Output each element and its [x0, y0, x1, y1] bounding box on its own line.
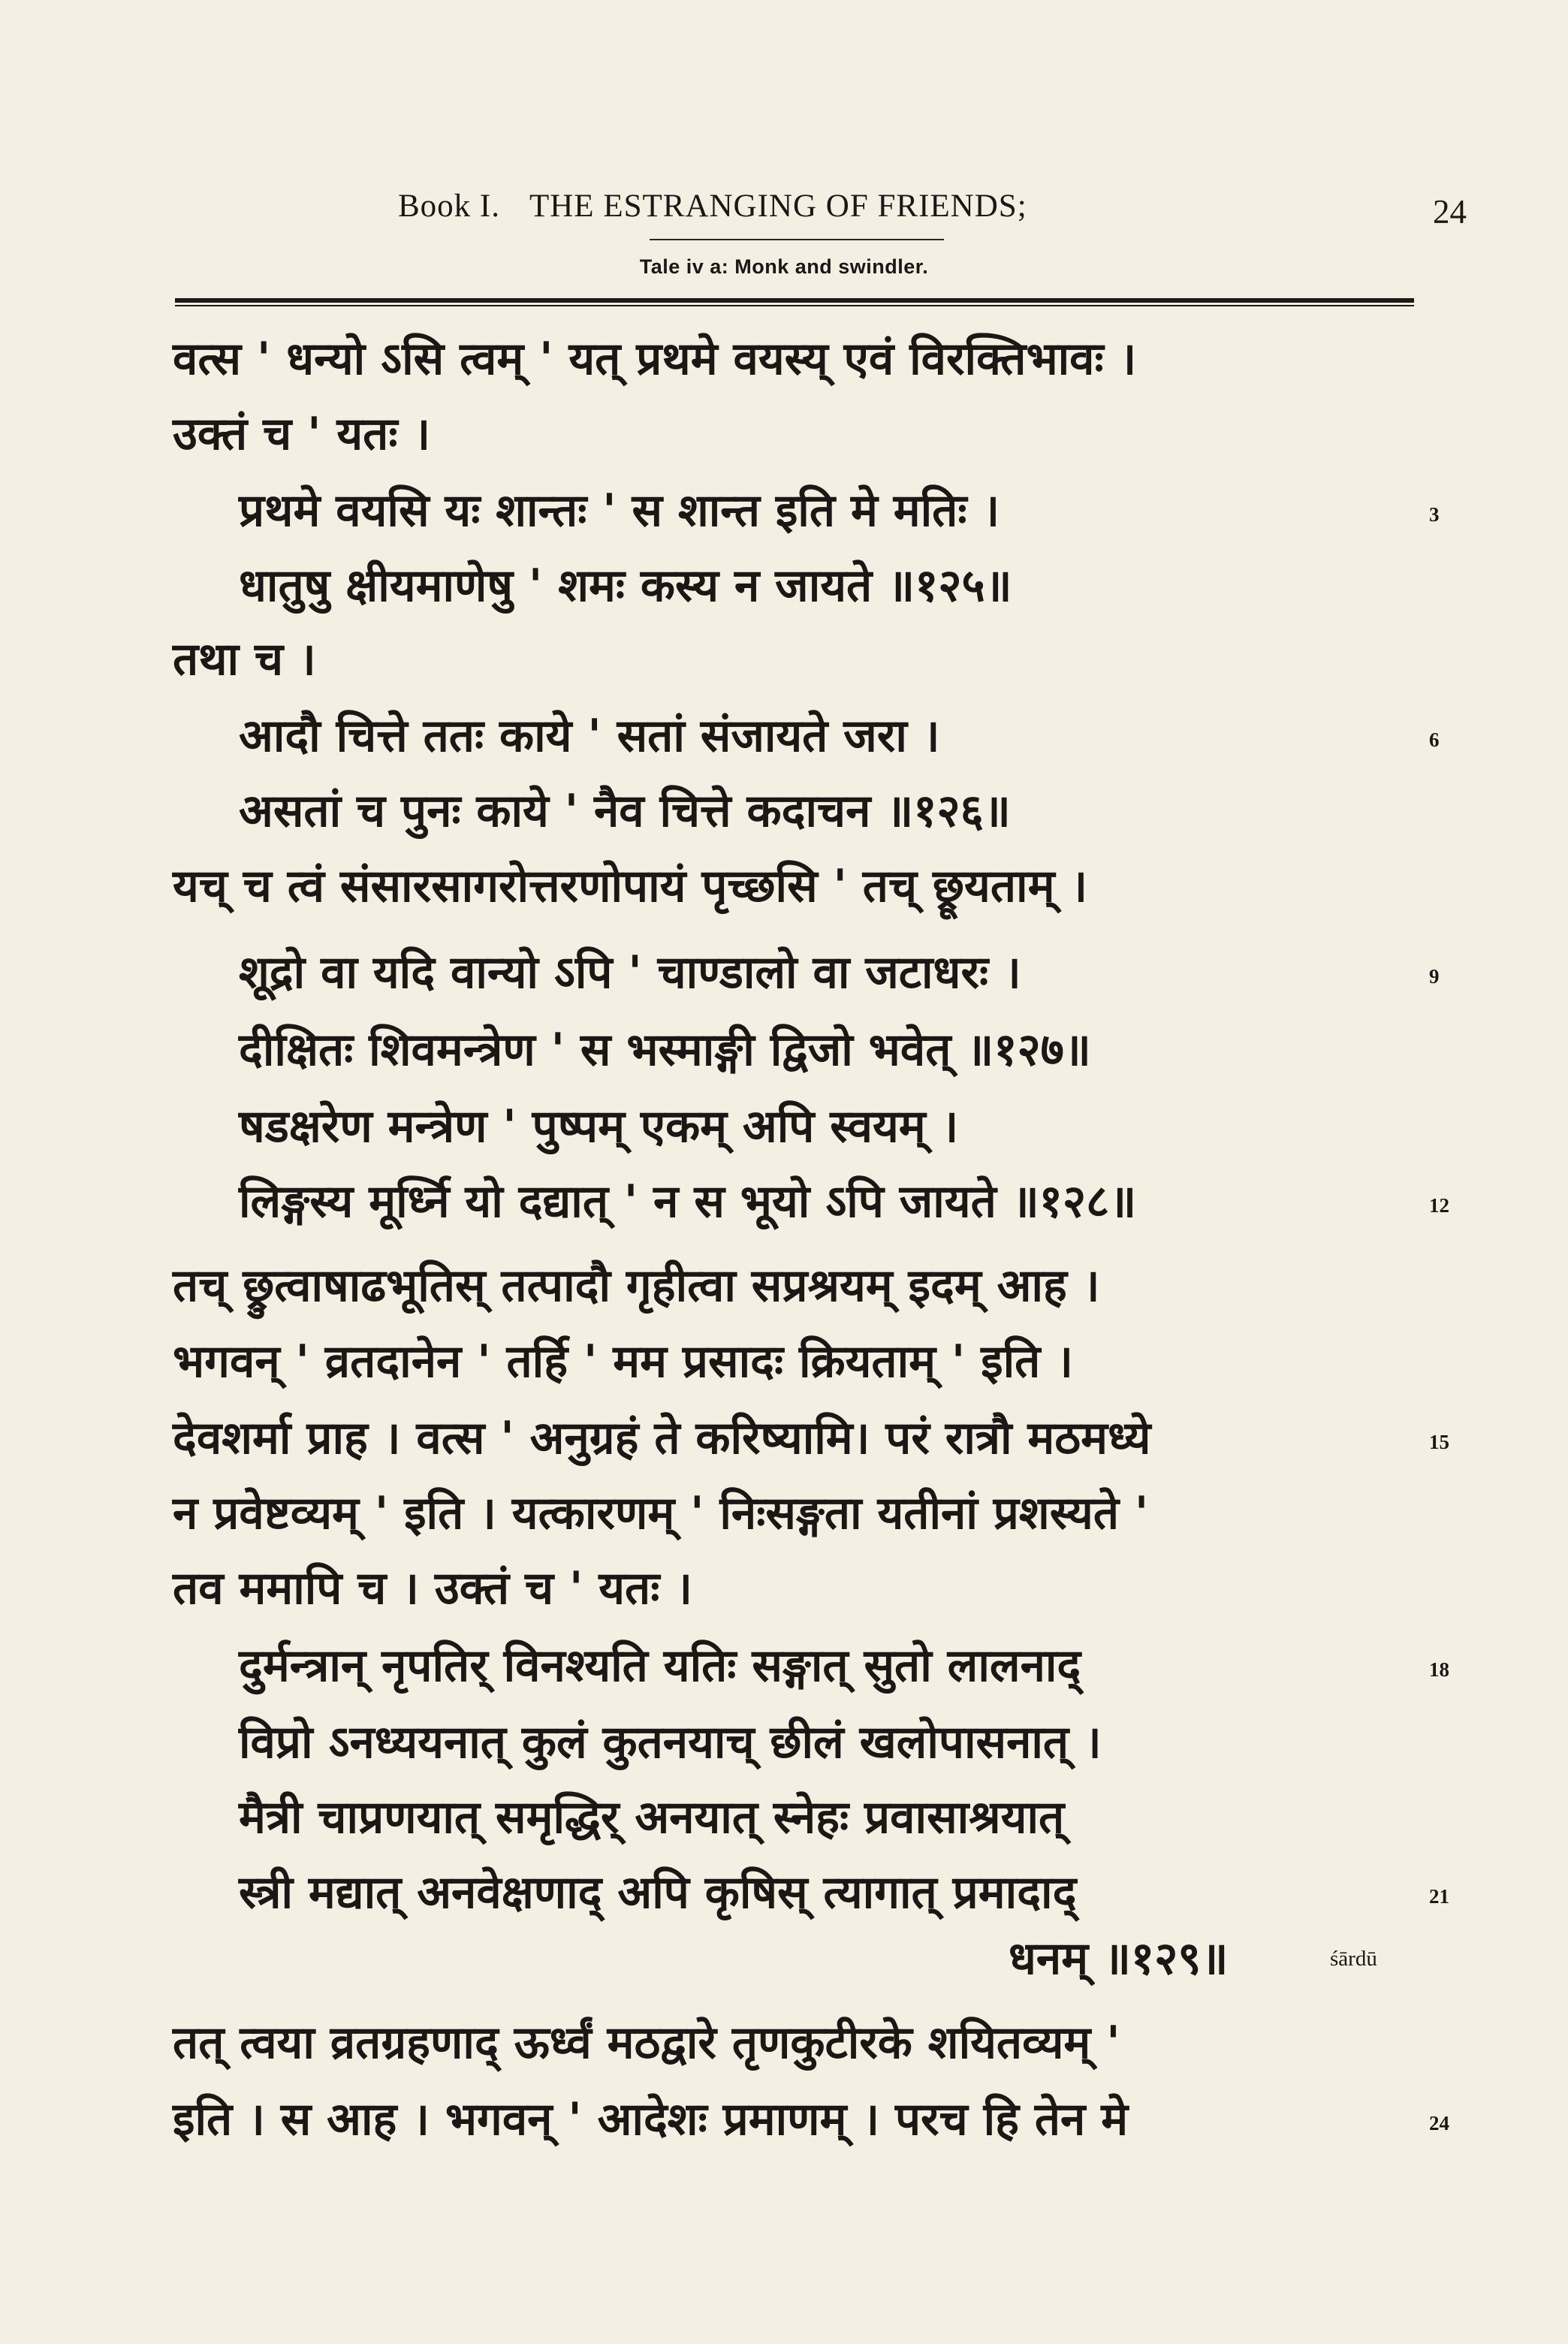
title-underline	[650, 239, 944, 240]
header-rule	[175, 298, 1414, 303]
tale-subtitle: Tale iv a: Monk and swindler.	[639, 255, 929, 278]
book-title: THE ESTRANGING OF FRIENDS;	[529, 189, 1027, 224]
verse-line: असतां च पुनः काये ' नैव चित्ते कदाचन ॥१२६॥	[239, 785, 1011, 837]
text-line: भगवन् ' व्रतदानेन ' तर्हि ' मम प्रसादः क्रियताम् ' इति ।	[173, 1335, 1073, 1388]
verse-line: मैत्री चाप्रणयात् समृद्धिर् अनयात् स्नेहः प्रवासाश्रयात्	[239, 1791, 1065, 1844]
text-line: देवशर्मा प्राह । वत्स ' अनुग्रहं ते करिष्यामि। परं रात्रौ मठमध्ये	[173, 1412, 1151, 1465]
text-line: इति । स आह । भगवन् ' आदेशः प्रमाणम् । परच हि तेन मे	[173, 2093, 1129, 2146]
text-line: तथा च ।	[173, 633, 316, 686]
meter-note: śārdū	[1330, 1947, 1377, 1971]
text-line: उक्तं च ' यतः ।	[173, 408, 431, 460]
line-number: 18	[1429, 1658, 1449, 1681]
verse-line: स्त्री मद्यात् अनवेक्षणाद् अपि कृषिस् त्यागात् प्रमादाद्	[239, 1866, 1077, 1919]
header-rule-thin	[175, 305, 1414, 306]
line-number: 3	[1429, 503, 1440, 526]
text-line: तव ममापि च । उक्तं च ' यतः ।	[173, 1562, 692, 1615]
book-label: Book I.	[398, 189, 500, 224]
line-number: 21	[1429, 1885, 1449, 1908]
verse-line: षडक्षरेण मन्त्रेण ' पुष्पम् एकम् अपि स्वयम् ।	[239, 1100, 959, 1153]
verse-continuation: धनम् ॥१२९॥	[1009, 1932, 1229, 1985]
verse-line: दुर्मन्त्रान् नृपतिर् विनश्यति यतिः सङ्गात् सुतो लालनाद्	[239, 1640, 1081, 1692]
line-number: 24	[1429, 2112, 1449, 2134]
verse-line: धातुषु क्षीयमाणेषु ' शमः कस्य न जायते ॥१२५॥	[239, 560, 1012, 612]
page-number: 24	[1433, 193, 1467, 231]
verse-line: शूद्रो वा यदि वान्यो ऽपि ' चाण्डालो वा जटाधरः ।	[239, 946, 1021, 999]
text-line: न प्रवेष्टव्यम् ' इति । यत्कारणम् ' निःसङ्गता यतीनां प्रशस्यते '	[173, 1487, 1149, 1540]
verse-line: लिङ्गस्य मूर्ध्नि यो दद्यात् ' न स भूयो ऽपि जायते ॥१२८॥	[239, 1175, 1137, 1228]
verse-line: आदौ चित्ते ततः काये ' सतां संजायते जरा ।	[239, 710, 940, 762]
text-line: वत्स ' धन्यो ऽसि त्वम् ' यत् प्रथमे वयस्य् एवं विरक्तिभावः ।	[173, 333, 1137, 385]
verse-line: विप्रो ऽनध्ययनात् कुलं कुतनयाच् छीलं खलोपासनात् ।	[239, 1716, 1102, 1769]
verse-line: प्रथमे वयसि यः शान्तः ' स शान्त इति मे मतिः ।	[239, 484, 1000, 537]
verse-line: दीक्षितः शिवमन्त्रेण ' स भस्माङ्गी द्विजो भवेत् ॥१२७॥	[239, 1024, 1091, 1076]
line-number: 9	[1429, 965, 1440, 988]
running-head	[398, 188, 1027, 225]
line-number: 12	[1429, 1194, 1449, 1217]
text-line: तच् छ्रुत्वाषाढभूतिस् तत्पादौ गृहीत्वा सप्रश्रयम् इदम् आह ।	[173, 1259, 1100, 1312]
line-number: 15	[1429, 1431, 1449, 1453]
text-line: यच् च त्वं संसारसागरोत्तरणोपायं पृच्छसि ' तच् छ्रूयताम् ।	[173, 860, 1088, 913]
line-number: 6	[1429, 729, 1440, 751]
text-line: तत् त्वया व्रतग्रहणाद् ऊर्ध्वं मठद्वारे तृणकुटीरके शयितव्यम् '	[173, 2017, 1120, 2069]
